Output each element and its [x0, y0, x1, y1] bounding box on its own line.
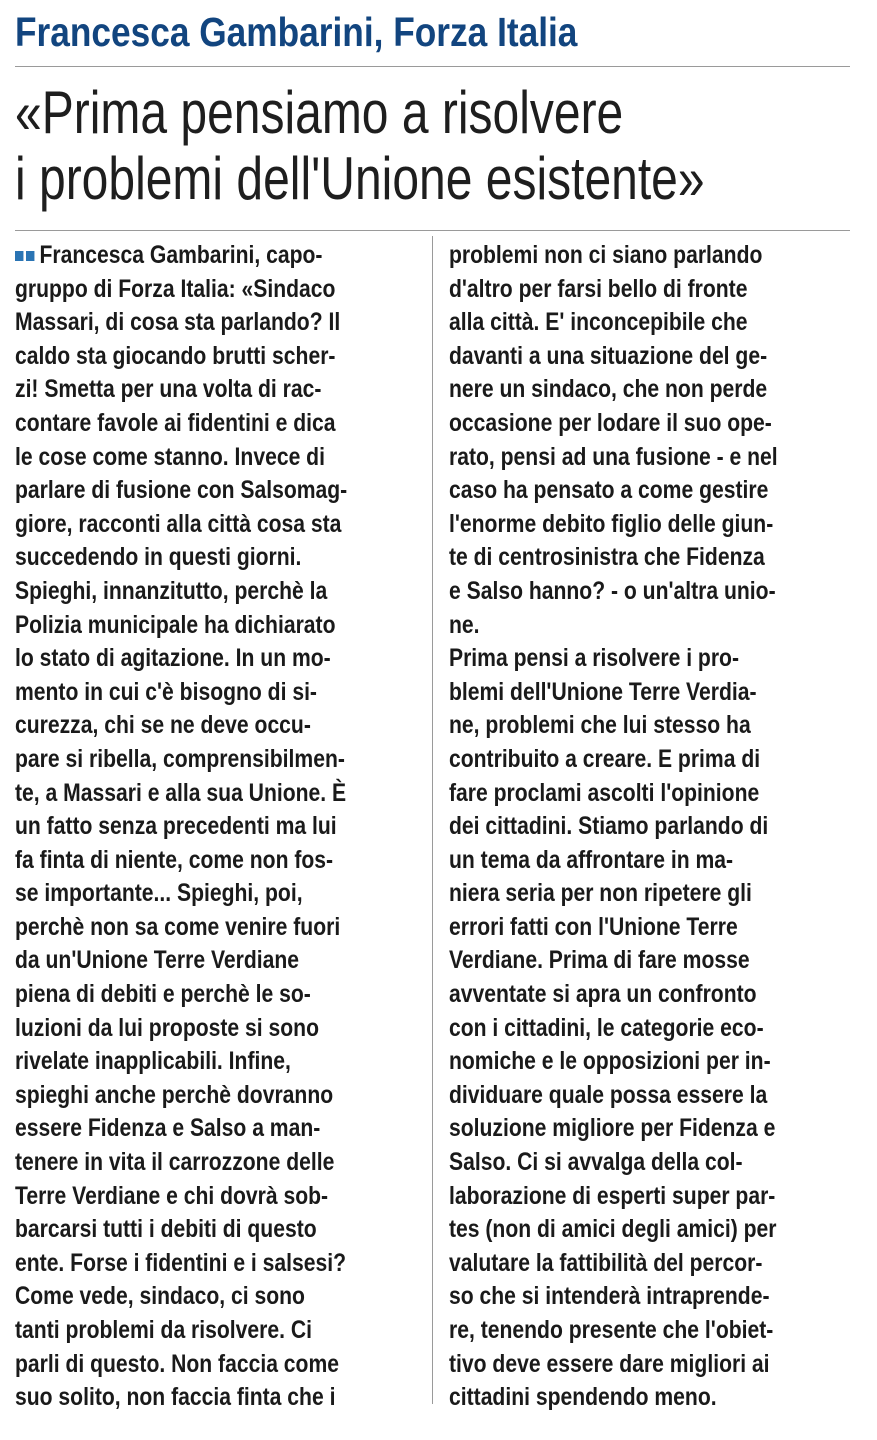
body-text-line — [15, 239, 412, 273]
body-text-line: contribuito a creare. E prima di — [449, 744, 761, 773]
body-text-line: perchè non sa come venire fuori — [15, 912, 341, 941]
body-text-line: caldo sta giocando brutti scher- — [15, 341, 336, 370]
body-text-line: te, a Massari e alla sua Unione. È — [15, 778, 347, 807]
body-text-line: Salso. Ci si avvalga della col- — [449, 1148, 743, 1177]
body-text-line: piena di debiti e perchè le so- — [15, 980, 311, 1009]
body-text-line: ne. — [449, 610, 480, 639]
body-text-line: barcarsi tutti i debiti di questo — [15, 1215, 317, 1244]
body-text-line: un tema da affrontare in ma- — [449, 845, 734, 874]
body-text-line: essere Fidenza e Salso a man- — [15, 1114, 321, 1143]
body-text-line: davanti a una situazione del ge- — [449, 341, 768, 370]
body-text-line: fare proclami ascolti l'opinione — [449, 778, 760, 807]
body-text-line: so che si intenderà intraprende- — [449, 1282, 770, 1311]
body-text-line: e Salso hanno? - o un'altra unio- — [449, 576, 776, 605]
body-text-line: niera seria per non ripetere gli — [449, 879, 752, 908]
body-text-line: cittadini spendendo meno. — [449, 1383, 717, 1412]
body-text-lead: Francesca Gambarini, capo- — [39, 241, 323, 269]
body-text-line: mento in cui c'è bisogno di si- — [15, 677, 317, 706]
body-text-line: te di centrosinistra che Fidenza — [449, 543, 765, 572]
headline-divider — [15, 230, 850, 231]
body-text-line: Come vede, sindaco, ci sono — [15, 1282, 305, 1311]
body-text-line: Spieghi, innanzitutto, perchè la — [15, 576, 328, 605]
body-text-line: giore, racconti alla città cosa sta — [15, 509, 342, 538]
body-text-line: ente. Forse i fidentini e i salsesi? — [15, 1248, 347, 1277]
square-bullet-icon — [15, 251, 23, 261]
body-text-line: Polizia municipale ha dichiarato — [15, 610, 336, 639]
body-text-line: blemi dell'Unione Terre Verdia- — [449, 677, 757, 706]
body-text-line: d'altro per farsi bello di fronte — [449, 274, 748, 303]
body-text-line: laborazione di esperti super par- — [449, 1181, 776, 1210]
body-text-line: rato, pensi ad una fusione - e nel — [449, 442, 778, 471]
body-text-line: luzioni da lui proposte si sono — [15, 1013, 319, 1042]
body-text-line: tanti problemi da risolvere. Ci — [15, 1316, 313, 1344]
body-text-line: re, tenendo presente che l'obiet- — [449, 1316, 774, 1344]
article-kicker: Francesca Gambarini, Forza Italia — [15, 9, 578, 55]
body-text-line: pare si ribella, comprensibilmen- — [15, 744, 345, 773]
body-text-line: nere un sindaco, che non perde — [449, 375, 768, 404]
body-text-line: soluzione migliore per Fidenza e — [449, 1114, 776, 1143]
body-text-line: errori fatti con l'Unione Terre — [449, 912, 738, 941]
body-text-line: alla città. E' inconcepibile che — [449, 308, 748, 337]
body-text-line: tes (non di amici degli amici) per — [449, 1215, 777, 1244]
body-text-line: Massari, di cosa sta parlando? Il — [15, 308, 341, 337]
body-text-line: con i cittadini, le categorie eco- — [449, 1013, 764, 1042]
article-body-right-column — [449, 239, 846, 1415]
body-text-line: contare favole ai fidentini e dica — [15, 408, 336, 437]
body-text-line: un fatto senza precedenti ma lui — [15, 812, 337, 841]
body-text-line: se importante... Spieghi, poi, — [15, 879, 303, 908]
body-text-line: gruppo di Forza Italia: «Sindaco — [15, 274, 336, 303]
headline-line: «Prima pensiamo a risolvere — [15, 79, 624, 146]
body-text-line: succedendo in questi giorni. — [15, 543, 302, 572]
body-text-line: zi! Smetta per una volta di rac- — [15, 375, 322, 404]
square-bullet-icon — [26, 251, 34, 261]
body-text-line: Verdiane. Prima di fare mosse — [449, 946, 750, 975]
body-text-line: curezza, chi se ne deve occu- — [15, 711, 311, 740]
body-text-line: dividuare quale possa essere la — [449, 1080, 768, 1109]
body-text-line: le cose come stanno. Invece di — [15, 442, 325, 471]
article-body-left-column — [15, 239, 412, 1415]
headline-line: i problemi dell'Unione esistente» — [15, 145, 705, 212]
body-text-line: l'enorme debito figlio delle giun- — [449, 509, 774, 538]
body-text-line: occasione per lodare il suo ope- — [449, 408, 772, 437]
body-text-line: tenere in vita il carrozzone delle — [15, 1148, 335, 1177]
body-text-line: parlare di fusione con Salsomag- — [15, 476, 348, 505]
column-divider — [432, 236, 433, 1404]
body-text-line: Prima pensi a risolvere i pro- — [449, 644, 740, 673]
body-text-line: ne, problemi che lui stesso ha — [449, 711, 751, 740]
body-text-line: Terre Verdiane e chi dovrà sob- — [15, 1181, 329, 1210]
body-text-line: da un'Unione Terre Verdiane — [15, 946, 300, 975]
body-text-line: avventate si apra un confronto — [449, 980, 757, 1009]
body-text-line: valutare la fattibilità del percor- — [449, 1248, 763, 1277]
body-text-line: rivelate inapplicabili. Infine, — [15, 1047, 291, 1076]
body-text-line: tivo deve essere dare migliori ai — [449, 1349, 770, 1378]
body-text-line: dei cittadini. Stiamo parlando di — [449, 812, 769, 841]
article-headline — [15, 80, 815, 212]
body-text-line: nomiche e le opposizioni per in- — [449, 1047, 771, 1076]
body-text-line: problemi non ci siano parlando — [449, 241, 763, 269]
body-text-line: caso ha pensato a come gestire — [449, 476, 769, 505]
body-text-line: suo solito, non faccia finta che i — [15, 1383, 336, 1412]
body-text-line: fa finta di niente, come non fos- — [15, 845, 334, 874]
body-text-line: lo stato di agitazione. In un mo- — [15, 644, 331, 673]
body-text-line: parli di questo. Non faccia come — [15, 1349, 340, 1378]
body-text-line: spieghi anche perchè dovranno — [15, 1080, 334, 1109]
kicker-divider — [15, 66, 850, 67]
